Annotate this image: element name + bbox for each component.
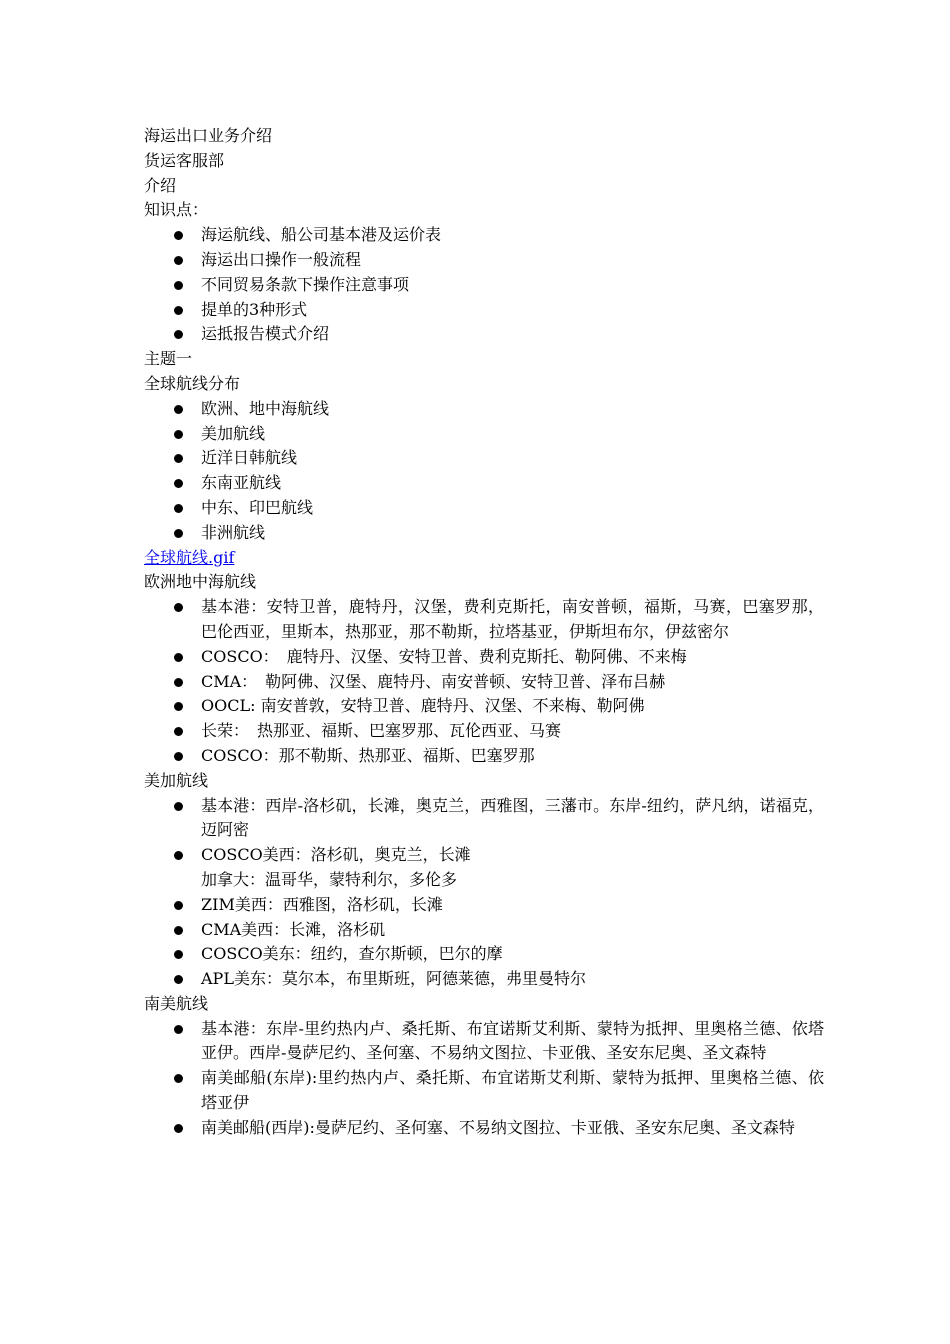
list-item: [144, 843, 824, 893]
list-item: [144, 496, 824, 521]
list-item-text: CMA美西：长滩，洛杉矶: [201, 919, 386, 939]
list-item-text: 海运出口操作一般流程: [201, 249, 362, 269]
list-item-text: CMA： 勒阿佛、汉堡、鹿特丹、南安普顿、安特卫普、泽布吕赫: [201, 671, 666, 691]
list-item: [144, 967, 824, 992]
list-item-text: 长荣： 热那亚、福斯、巴塞罗那、瓦伦西亚、马赛: [201, 721, 562, 741]
bullet-icon: [174, 405, 183, 414]
routes-heading: 全球航线分布: [144, 373, 241, 393]
routes-map-link-para: [144, 546, 824, 571]
america-heading: 美加航线: [144, 770, 209, 790]
list-item-text: 南美邮船(东岸):里约热内卢、桑托斯、布宜诺斯艾利斯、蒙特为抵押、里奥格兰德、依塔亚伊: [201, 1068, 824, 1113]
list-item: [144, 471, 824, 496]
list-item: [144, 794, 824, 844]
document-body: [144, 124, 824, 1141]
list-item: [144, 719, 824, 744]
bullet-icon: [174, 330, 183, 339]
list-item: [144, 223, 824, 248]
list-item: [144, 744, 824, 769]
list-item: [144, 893, 824, 918]
list-item-text: ZIM美西：西雅图，洛杉矶，长滩: [201, 894, 443, 914]
europe-heading: 欧洲地中海航线: [144, 572, 257, 592]
intro-label: 介绍: [144, 175, 177, 195]
routes-list: [144, 397, 824, 546]
routes-map-link[interactable]: 全球航线.gif: [144, 547, 235, 567]
list-item: [144, 446, 824, 471]
list-item: [144, 942, 824, 967]
bullet-icon: [174, 603, 183, 612]
bullet-icon: [174, 1025, 183, 1034]
list-item-text: 近洋日韩航线: [201, 448, 298, 468]
list-item: [144, 694, 824, 719]
bullet-icon: [174, 702, 183, 711]
list-item: [144, 1066, 824, 1116]
america-list: [144, 794, 824, 992]
list-item: [144, 397, 824, 422]
list-item-text: 南美邮船(西岸):曼萨尼约、圣何塞、不易纳文图拉、卡亚俄、圣安东尼奥、圣文森特: [201, 1117, 795, 1137]
list-item-text: 提单的3种形式: [201, 299, 308, 319]
list-item-text: 运抵报告模式介绍: [201, 324, 330, 344]
bullet-icon: [174, 306, 183, 315]
list-item-text: COSCO：那不勒斯、热那亚、福斯、巴塞罗那: [201, 745, 535, 765]
bullet-icon: [174, 529, 183, 538]
list-item-text: 东南亚航线: [201, 473, 282, 493]
list-item: [144, 670, 824, 695]
list-item: [144, 273, 824, 298]
doc-title: 海运出口业务介绍: [144, 126, 273, 145]
list-item-text: COSCO美西：洛杉矶，奥克兰，长滩: [201, 845, 471, 865]
list-item-text: 海运航线、船公司基本港及运价表: [201, 225, 442, 245]
bullet-icon: [174, 1074, 183, 1083]
bullet-icon: [174, 727, 183, 736]
bullet-icon: [174, 504, 183, 513]
samerica-list: [144, 1017, 824, 1141]
list-item-text: 非洲航线: [201, 522, 266, 542]
bullet-icon: [174, 975, 183, 984]
list-item-text: 基本港：安特卫普，鹿特丹，汉堡，费利克斯托，南安普顿，福斯，马赛，巴塞罗那，巴伦西亚，里斯本，热那亚，那不勒斯，拉塔基亚，伊斯坦布尔，伊兹密尔: [201, 597, 824, 641]
bullet-icon: [174, 430, 183, 439]
bullet-icon: [174, 950, 183, 959]
bullet-icon: [174, 752, 183, 761]
bullet-icon: [174, 281, 183, 290]
list-item: [144, 1116, 824, 1141]
list-item: [144, 248, 824, 273]
list-item: [144, 322, 824, 347]
bullet-icon: [174, 256, 183, 265]
list-item-text: 不同贸易条款下操作注意事项: [201, 274, 410, 294]
list-item-text: 美加航线: [201, 423, 266, 443]
list-item-text: 欧洲、地中海航线: [201, 398, 330, 418]
bullet-icon: [174, 926, 183, 935]
knowledge-heading: 知识点：: [144, 200, 209, 220]
list-item: [144, 521, 824, 546]
list-item-text: OOCL: 南安普敦，安特卫普、鹿特丹、汉堡、不来梅、勒阿佛: [201, 696, 645, 716]
bullet-icon: [174, 454, 183, 463]
list-item-text: APL美东：莫尔本，布里斯班，阿德莱德，弗里曼特尔: [201, 969, 586, 989]
doc-department: 货运客服部: [144, 150, 225, 170]
bullet-icon: [174, 802, 183, 811]
bullet-icon: [174, 1124, 183, 1133]
bullet-icon: [174, 678, 183, 687]
list-item-text: 基本港：东岸-里约热内卢、桑托斯、布宜诺斯艾利斯、蒙特为抵押、里奥格兰德、依塔亚伊。西岸-曼萨尼约、圣何塞、不易纳文图拉、卡亚俄、圣安东尼奥、圣文森特: [201, 1018, 824, 1063]
bullet-icon: [174, 851, 183, 860]
samerica-heading: 南美航线: [144, 993, 209, 1013]
bullet-icon: [174, 479, 183, 488]
list-item-subline: 加拿大：温哥华，蒙特利尔，多伦多: [201, 869, 458, 889]
theme-heading: 主题一: [144, 349, 193, 369]
list-item-text: 中东、印巴航线: [201, 497, 314, 517]
list-item-text: COSCO： 鹿特丹、汉堡、安特卫普、费利克斯托、勒阿佛、不来梅: [201, 646, 687, 666]
list-item: [144, 918, 824, 943]
list-item-text: 基本港：西岸-洛杉矶，长滩，奥克兰，西雅图，三藩市。东岸-纽约，萨凡纳，诺福克，迈阿密: [201, 795, 824, 840]
bullet-icon: [174, 231, 183, 240]
list-item: [144, 422, 824, 447]
list-item: [144, 595, 824, 645]
list-item-text: COSCO美东：纽约，查尔斯顿，巴尔的摩: [201, 944, 503, 964]
list-item: [144, 1017, 824, 1067]
bullet-icon: [174, 653, 183, 662]
list-item: [144, 645, 824, 670]
list-item: [144, 298, 824, 323]
bullet-icon: [174, 901, 183, 910]
europe-list: [144, 595, 824, 769]
knowledge-list: [144, 223, 824, 347]
